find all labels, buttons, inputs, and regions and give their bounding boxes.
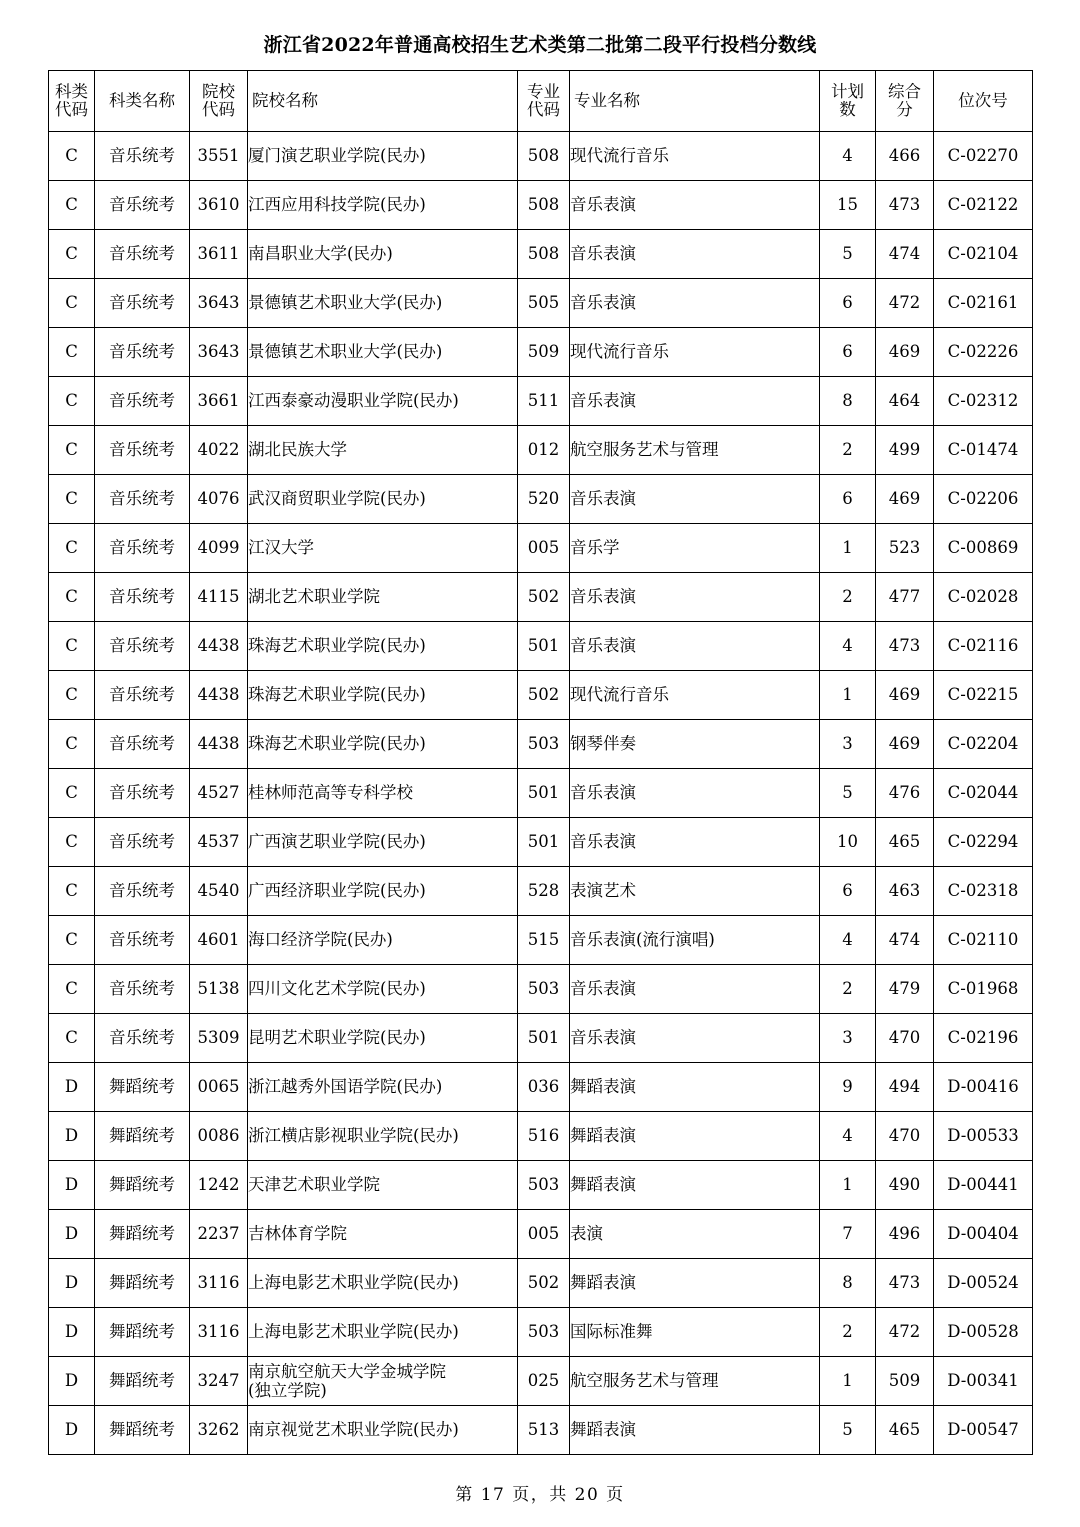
table-row [49, 916, 1033, 965]
cell-plan-count: 1 [820, 671, 876, 720]
table-header-row [49, 71, 1033, 132]
cell-plan-count: 1 [820, 1357, 876, 1406]
column-header-rank-number: 位次号 [934, 71, 1033, 132]
table-row [49, 132, 1033, 181]
cell-subject-code: D [49, 1210, 95, 1259]
cell-plan-count: 15 [820, 181, 876, 230]
cell-subject-code: C [49, 181, 95, 230]
cell-plan-count: 1 [820, 1161, 876, 1210]
cell-major-name: 音乐表演 [570, 230, 820, 279]
cell-plan-count: 9 [820, 1063, 876, 1112]
cell-school-name: 广西演艺职业学院(民办) [248, 818, 518, 867]
table-row [49, 671, 1033, 720]
cell-major-name: 现代流行音乐 [570, 328, 820, 377]
cell-rank-number: C-02312 [934, 377, 1033, 426]
cell-subject-code: C [49, 279, 95, 328]
cell-major-code: 508 [518, 181, 570, 230]
cell-major-code: 501 [518, 1014, 570, 1063]
cell-total-score: 466 [876, 132, 934, 181]
cell-subject-name: 舞蹈统考 [95, 1259, 190, 1308]
cell-rank-number: C-02116 [934, 622, 1033, 671]
cell-subject-code: C [49, 720, 95, 769]
cell-school-code: 0086 [190, 1112, 248, 1161]
cell-school-name: 珠海艺术职业学院(民办) [248, 622, 518, 671]
cell-total-score: 464 [876, 377, 934, 426]
cell-total-score: 477 [876, 573, 934, 622]
cell-rank-number: C-02226 [934, 328, 1033, 377]
cell-school-code: 5138 [190, 965, 248, 1014]
cell-subject-code: D [49, 1406, 95, 1455]
cell-rank-number: D-00404 [934, 1210, 1033, 1259]
column-header-plan-count-line2: 数 [839, 100, 856, 119]
cell-subject-code: C [49, 524, 95, 573]
cell-plan-count: 4 [820, 1112, 876, 1161]
cell-school-name: 江西泰豪动漫职业学院(民办) [248, 377, 518, 426]
score-table-container [48, 70, 1032, 1455]
cell-school-code: 4438 [190, 720, 248, 769]
column-header-total-score-line2: 分 [896, 100, 913, 119]
table-row [49, 377, 1033, 426]
cell-school-name: 桂林师范高等专科学校 [248, 769, 518, 818]
cell-total-score: 465 [876, 1406, 934, 1455]
column-header-total-score [876, 71, 934, 132]
cell-total-score: 469 [876, 328, 934, 377]
cell-total-score: 479 [876, 965, 934, 1014]
cell-school-name: 吉林体育学院 [248, 1210, 518, 1259]
cell-subject-name: 舞蹈统考 [95, 1112, 190, 1161]
cell-school-name: 景德镇艺术职业大学(民办) [248, 279, 518, 328]
cell-plan-count: 2 [820, 1308, 876, 1357]
cell-subject-code: D [49, 1357, 95, 1406]
cell-rank-number: D-00533 [934, 1112, 1033, 1161]
cell-school-code: 3611 [190, 230, 248, 279]
cell-major-name: 音乐表演 [570, 377, 820, 426]
cell-major-code: 501 [518, 622, 570, 671]
cell-school-name: 上海电影艺术职业学院(民办) [248, 1259, 518, 1308]
cell-major-code: 511 [518, 377, 570, 426]
table-row [49, 1161, 1033, 1210]
cell-subject-name: 舞蹈统考 [95, 1210, 190, 1259]
cell-school-code: 4438 [190, 671, 248, 720]
cell-total-score: 473 [876, 1259, 934, 1308]
cell-rank-number: C-00869 [934, 524, 1033, 573]
cell-school-code: 4537 [190, 818, 248, 867]
cell-subject-code: C [49, 916, 95, 965]
cell-total-score: 476 [876, 769, 934, 818]
cell-subject-name: 音乐统考 [95, 573, 190, 622]
cell-rank-number: D-00547 [934, 1406, 1033, 1455]
cell-subject-name: 音乐统考 [95, 720, 190, 769]
cell-school-code: 3247 [190, 1357, 248, 1406]
cell-school-name: 珠海艺术职业学院(民办) [248, 671, 518, 720]
cell-subject-name: 音乐统考 [95, 279, 190, 328]
cell-major-name: 音乐表演 [570, 475, 820, 524]
cell-school-code: 3643 [190, 279, 248, 328]
cell-major-code: 503 [518, 1308, 570, 1357]
column-header-subject-code-line2: 代码 [55, 100, 88, 119]
table-row [49, 1063, 1033, 1112]
cell-school-name: 江汉大学 [248, 524, 518, 573]
page-title: 浙江省2022年普通高校招生艺术类第二批第二段平行投档分数线 [263, 34, 817, 56]
column-header-total-score-line1: 综合 [888, 81, 921, 101]
cell-subject-code: C [49, 867, 95, 916]
cell-subject-code: D [49, 1063, 95, 1112]
cell-subject-name: 音乐统考 [95, 769, 190, 818]
cell-school-name: 珠海艺术职业学院(民办) [248, 720, 518, 769]
cell-major-name: 现代流行音乐 [570, 132, 820, 181]
cell-major-name: 音乐表演 [570, 279, 820, 328]
column-header-plan-count [820, 71, 876, 132]
cell-plan-count: 4 [820, 622, 876, 671]
cell-subject-code: C [49, 475, 95, 524]
cell-plan-count: 3 [820, 720, 876, 769]
cell-rank-number: D-00416 [934, 1063, 1033, 1112]
cell-major-name: 音乐表演(流行演唱) [570, 916, 820, 965]
table-row [49, 426, 1033, 475]
table-header [49, 71, 1033, 132]
cell-major-code: 509 [518, 328, 570, 377]
cell-school-code: 3116 [190, 1259, 248, 1308]
cell-major-name: 航空服务艺术与管理 [570, 426, 820, 475]
cell-rank-number: C-02122 [934, 181, 1033, 230]
cell-school-name: 海口经济学院(民办) [248, 916, 518, 965]
column-header-subject-name: 科类名称 [95, 71, 190, 132]
column-header-major-code-line1: 专业 [527, 81, 560, 101]
cell-rank-number: C-02270 [934, 132, 1033, 181]
table-row [49, 1357, 1033, 1406]
cell-subject-name: 舞蹈统考 [95, 1063, 190, 1112]
cell-major-name: 国际标准舞 [570, 1308, 820, 1357]
cell-total-score: 465 [876, 818, 934, 867]
cell-rank-number: C-02104 [934, 230, 1033, 279]
cell-rank-number: D-00441 [934, 1161, 1033, 1210]
cell-plan-count: 6 [820, 328, 876, 377]
cell-major-code: 502 [518, 573, 570, 622]
cell-rank-number: D-00341 [934, 1357, 1033, 1406]
cell-major-code: 508 [518, 132, 570, 181]
cell-major-code: 503 [518, 965, 570, 1014]
cell-school-name-line: 南京航空航天大学金城学院 [248, 1361, 446, 1381]
cell-subject-name: 音乐统考 [95, 818, 190, 867]
cell-subject-name: 音乐统考 [95, 377, 190, 426]
cell-major-name: 现代流行音乐 [570, 671, 820, 720]
cell-major-name: 舞蹈表演 [570, 1406, 820, 1455]
cell-plan-count: 10 [820, 818, 876, 867]
cell-subject-name: 音乐统考 [95, 426, 190, 475]
cell-school-name: 浙江越秀外国语学院(民办) [248, 1063, 518, 1112]
cell-rank-number: C-02161 [934, 279, 1033, 328]
cell-plan-count: 4 [820, 132, 876, 181]
cell-total-score: 469 [876, 720, 934, 769]
cell-total-score: 470 [876, 1112, 934, 1161]
table-row [49, 1210, 1033, 1259]
cell-subject-name: 舞蹈统考 [95, 1357, 190, 1406]
cell-major-code: 513 [518, 1406, 570, 1455]
cell-subject-name: 音乐统考 [95, 916, 190, 965]
cell-school-name: 厦门演艺职业学院(民办) [248, 132, 518, 181]
cell-school-code: 4438 [190, 622, 248, 671]
cell-subject-code: C [49, 622, 95, 671]
cell-subject-code: C [49, 230, 95, 279]
cell-school-code: 1242 [190, 1161, 248, 1210]
cell-school-name: 广西经济职业学院(民办) [248, 867, 518, 916]
cell-subject-code: D [49, 1308, 95, 1357]
cell-total-score: 469 [876, 671, 934, 720]
cell-plan-count: 4 [820, 916, 876, 965]
column-header-school-code [190, 71, 248, 132]
cell-major-code: 503 [518, 1161, 570, 1210]
cell-plan-count: 5 [820, 230, 876, 279]
cell-subject-name: 音乐统考 [95, 671, 190, 720]
cell-plan-count: 2 [820, 573, 876, 622]
cell-subject-name: 音乐统考 [95, 965, 190, 1014]
cell-subject-name: 舞蹈统考 [95, 1308, 190, 1357]
cell-subject-code: C [49, 671, 95, 720]
cell-subject-name: 音乐统考 [95, 230, 190, 279]
cell-total-score: 472 [876, 1308, 934, 1357]
table-row [49, 1406, 1033, 1455]
cell-school-code: 2237 [190, 1210, 248, 1259]
table-row [49, 965, 1033, 1014]
cell-major-name: 音乐表演 [570, 1014, 820, 1063]
column-header-major-name: 专业名称 [570, 71, 820, 132]
cell-school-code: 3643 [190, 328, 248, 377]
cell-school-name: 湖北艺术职业学院 [248, 573, 518, 622]
cell-rank-number: C-02110 [934, 916, 1033, 965]
cell-rank-number: C-02206 [934, 475, 1033, 524]
cell-major-name: 音乐表演 [570, 769, 820, 818]
cell-rank-number: D-00528 [934, 1308, 1033, 1357]
column-header-school-name: 院校名称 [248, 71, 518, 132]
cell-school-name: 昆明艺术职业学院(民办) [248, 1014, 518, 1063]
cell-subject-code: C [49, 328, 95, 377]
cell-major-name: 音乐表演 [570, 181, 820, 230]
column-header-major-code [518, 71, 570, 132]
cell-school-name: 天津艺术职业学院 [248, 1161, 518, 1210]
cell-subject-name: 音乐统考 [95, 328, 190, 377]
cell-plan-count: 7 [820, 1210, 876, 1259]
column-header-major-code-line2: 代码 [527, 100, 560, 119]
cell-major-name: 音乐表演 [570, 818, 820, 867]
table-row [49, 1259, 1033, 1308]
cell-major-code: 036 [518, 1063, 570, 1112]
table-row [49, 818, 1033, 867]
cell-rank-number: C-02196 [934, 1014, 1033, 1063]
cell-major-code: 025 [518, 1357, 570, 1406]
cell-total-score: 494 [876, 1063, 934, 1112]
admission-score-table [48, 70, 1033, 1455]
cell-major-code: 528 [518, 867, 570, 916]
cell-total-score: 473 [876, 181, 934, 230]
cell-school-name: 武汉商贸职业学院(民办) [248, 475, 518, 524]
cell-major-code: 502 [518, 1259, 570, 1308]
cell-total-score: 473 [876, 622, 934, 671]
cell-school-name-line: (独立学院) [248, 1381, 327, 1400]
cell-plan-count: 8 [820, 1259, 876, 1308]
cell-school-code: 3262 [190, 1406, 248, 1455]
cell-school-code: 3661 [190, 377, 248, 426]
cell-rank-number: C-02044 [934, 769, 1033, 818]
cell-rank-number: C-02028 [934, 573, 1033, 622]
cell-major-name: 舞蹈表演 [570, 1112, 820, 1161]
cell-rank-number: C-02318 [934, 867, 1033, 916]
cell-total-score: 496 [876, 1210, 934, 1259]
cell-rank-number: C-02294 [934, 818, 1033, 867]
cell-major-name: 表演艺术 [570, 867, 820, 916]
cell-school-code: 4076 [190, 475, 248, 524]
cell-major-code: 515 [518, 916, 570, 965]
cell-major-code: 005 [518, 524, 570, 573]
cell-total-score: 509 [876, 1357, 934, 1406]
cell-subject-name: 舞蹈统考 [95, 1406, 190, 1455]
cell-subject-name: 音乐统考 [95, 181, 190, 230]
cell-school-code: 3551 [190, 132, 248, 181]
cell-major-name: 音乐学 [570, 524, 820, 573]
cell-school-name: 江西应用科技学院(民办) [248, 181, 518, 230]
cell-subject-code: D [49, 1161, 95, 1210]
cell-total-score: 523 [876, 524, 934, 573]
cell-subject-name: 音乐统考 [95, 867, 190, 916]
column-header-plan-count-line1: 计划 [831, 81, 864, 101]
cell-school-code: 4540 [190, 867, 248, 916]
cell-subject-code: D [49, 1112, 95, 1161]
cell-total-score: 470 [876, 1014, 934, 1063]
cell-major-name: 表演 [570, 1210, 820, 1259]
cell-plan-count: 6 [820, 279, 876, 328]
table-row [49, 1308, 1033, 1357]
cell-rank-number: C-01474 [934, 426, 1033, 475]
column-header-school-code-line2: 代码 [202, 100, 235, 119]
cell-rank-number: C-02204 [934, 720, 1033, 769]
table-row [49, 328, 1033, 377]
cell-subject-code: C [49, 769, 95, 818]
cell-school-name: 湖北民族大学 [248, 426, 518, 475]
cell-major-name: 钢琴伴奏 [570, 720, 820, 769]
cell-major-code: 505 [518, 279, 570, 328]
table-row [49, 769, 1033, 818]
cell-school-name: 上海电影艺术职业学院(民办) [248, 1308, 518, 1357]
cell-school-code: 3610 [190, 181, 248, 230]
cell-major-code: 520 [518, 475, 570, 524]
cell-school-code: 4527 [190, 769, 248, 818]
cell-major-code: 502 [518, 671, 570, 720]
page-footer: 第 17 页，共 20 页 [455, 1485, 625, 1505]
cell-subject-code: C [49, 573, 95, 622]
cell-plan-count: 3 [820, 1014, 876, 1063]
table-row [49, 230, 1033, 279]
cell-subject-code: D [49, 1259, 95, 1308]
cell-subject-name: 音乐统考 [95, 622, 190, 671]
cell-subject-code: C [49, 426, 95, 475]
cell-major-name: 舞蹈表演 [570, 1063, 820, 1112]
cell-school-name: 四川文化艺术学院(民办) [248, 965, 518, 1014]
cell-plan-count: 1 [820, 524, 876, 573]
cell-total-score: 490 [876, 1161, 934, 1210]
cell-school-code: 5309 [190, 1014, 248, 1063]
table-row [49, 279, 1033, 328]
cell-plan-count: 2 [820, 965, 876, 1014]
cell-school-name: 南昌职业大学(民办) [248, 230, 518, 279]
cell-school-name [248, 1357, 518, 1406]
cell-subject-name: 音乐统考 [95, 524, 190, 573]
cell-total-score: 472 [876, 279, 934, 328]
cell-total-score: 463 [876, 867, 934, 916]
cell-major-name: 航空服务艺术与管理 [570, 1357, 820, 1406]
cell-major-code: 516 [518, 1112, 570, 1161]
cell-plan-count: 6 [820, 475, 876, 524]
table-row [49, 573, 1033, 622]
cell-school-code: 4022 [190, 426, 248, 475]
cell-subject-code: C [49, 132, 95, 181]
table-row [49, 475, 1033, 524]
cell-major-code: 012 [518, 426, 570, 475]
cell-major-code: 508 [518, 230, 570, 279]
table-row [49, 1014, 1033, 1063]
cell-major-name: 音乐表演 [570, 573, 820, 622]
cell-major-name: 舞蹈表演 [570, 1259, 820, 1308]
cell-total-score: 499 [876, 426, 934, 475]
cell-subject-name: 音乐统考 [95, 132, 190, 181]
cell-major-code: 501 [518, 769, 570, 818]
cell-rank-number: C-01968 [934, 965, 1033, 1014]
cell-subject-name: 音乐统考 [95, 475, 190, 524]
cell-plan-count: 8 [820, 377, 876, 426]
table-row [49, 181, 1033, 230]
cell-subject-name: 音乐统考 [95, 1014, 190, 1063]
cell-plan-count: 6 [820, 867, 876, 916]
cell-major-name: 音乐表演 [570, 622, 820, 671]
column-header-subject-code-line1: 科类 [55, 81, 88, 101]
cell-rank-number: C-02215 [934, 671, 1033, 720]
cell-total-score: 474 [876, 230, 934, 279]
cell-total-score: 474 [876, 916, 934, 965]
table-body [49, 132, 1033, 1455]
cell-plan-count: 5 [820, 769, 876, 818]
cell-major-name: 音乐表演 [570, 965, 820, 1014]
cell-subject-code: C [49, 377, 95, 426]
cell-major-code: 005 [518, 1210, 570, 1259]
cell-school-code: 4099 [190, 524, 248, 573]
cell-school-code: 0065 [190, 1063, 248, 1112]
column-header-subject-code [49, 71, 95, 132]
cell-plan-count: 5 [820, 1406, 876, 1455]
cell-school-code: 3116 [190, 1308, 248, 1357]
cell-major-name: 舞蹈表演 [570, 1161, 820, 1210]
table-row [49, 720, 1033, 769]
column-header-school-code-line1: 院校 [202, 81, 235, 101]
table-row [49, 622, 1033, 671]
cell-subject-code: C [49, 1014, 95, 1063]
table-row [49, 867, 1033, 916]
cell-school-code: 4115 [190, 573, 248, 622]
cell-total-score: 469 [876, 475, 934, 524]
cell-major-code: 503 [518, 720, 570, 769]
cell-school-code: 4601 [190, 916, 248, 965]
cell-school-name: 南京视觉艺术职业学院(民办) [248, 1406, 518, 1455]
cell-school-name: 浙江横店影视职业学院(民办) [248, 1112, 518, 1161]
cell-school-name: 景德镇艺术职业大学(民办) [248, 328, 518, 377]
cell-plan-count: 2 [820, 426, 876, 475]
cell-major-code: 501 [518, 818, 570, 867]
cell-subject-code: C [49, 965, 95, 1014]
cell-subject-code: C [49, 818, 95, 867]
table-row [49, 1112, 1033, 1161]
cell-rank-number: D-00524 [934, 1259, 1033, 1308]
cell-subject-name: 舞蹈统考 [95, 1161, 190, 1210]
table-row [49, 524, 1033, 573]
